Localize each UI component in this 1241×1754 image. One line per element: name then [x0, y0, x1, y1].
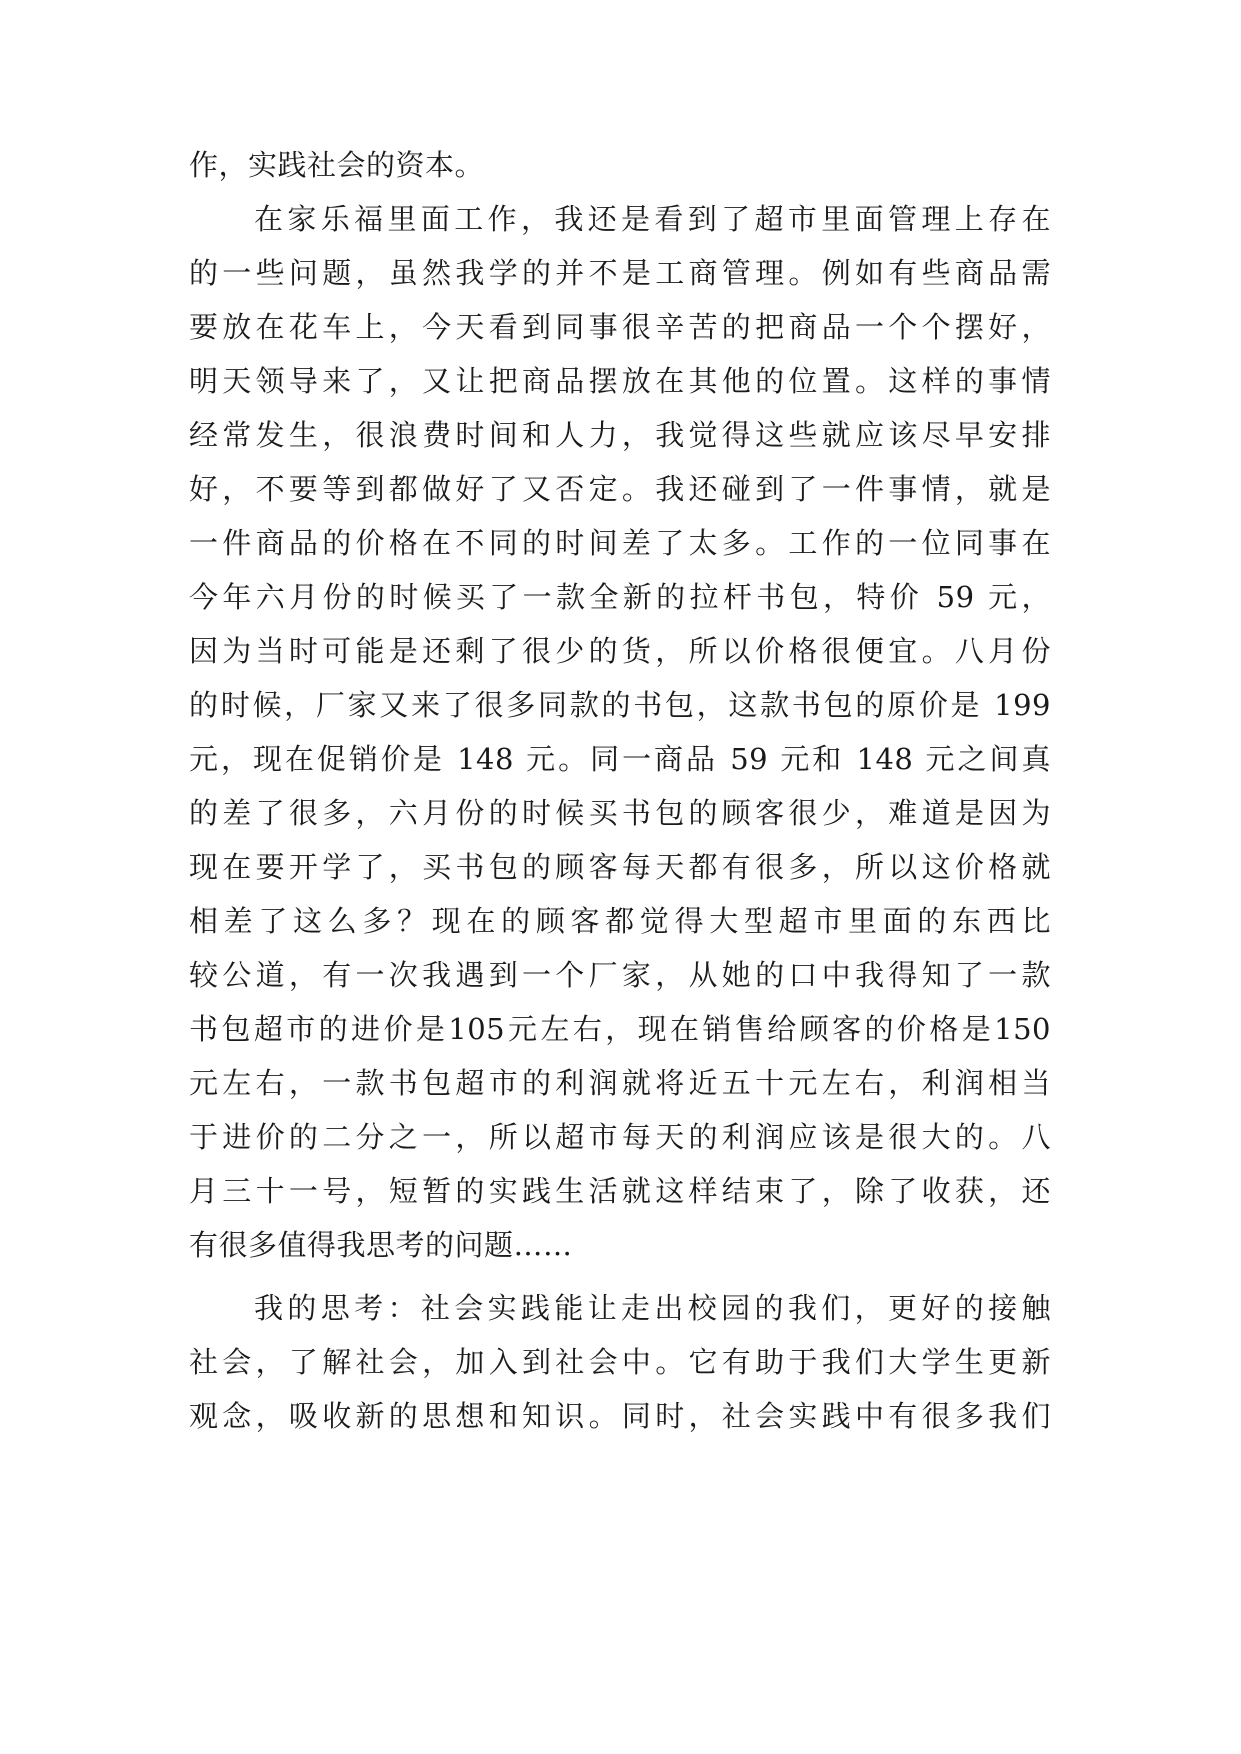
text-line-5: 明天领导来了，又让把商品摆放在其他的位置。这样的事情 — [189, 364, 1051, 398]
text-line-19: 于进价的二分之一，所以超市每天的利润应该是很大的。八 — [189, 1120, 1051, 1154]
text-line-1: 作，实践社会的资本。 — [189, 148, 485, 182]
text-line-16: 较公道，有一次我遇到一个厂家，从她的口中我得知了一款 — [189, 958, 1051, 992]
text-line-9: 今年六月份的时候买了一款全新的拉杆书包，特价 59 元， — [189, 580, 1051, 614]
text-line-20: 月三十一号，短暂的实践生活就这样结束了，除了收获，还 — [189, 1174, 1051, 1208]
text-line-10: 因为当时可能是还剩了很少的货，所以价格很便宜。八月份 — [189, 634, 1051, 668]
text-line-8: 一件商品的价格在不同的时间差了太多。工作的一位同事在 — [189, 526, 1051, 560]
text-line-7: 好，不要等到都做好了又否定。我还碰到了一件事情，就是 — [189, 472, 1051, 506]
text-line-12: 元，现在促销价是 148 元。同一商品 59 元和 148 元之间真 — [189, 742, 1051, 776]
text-line-22: 我的思考：社会实践能让走出校园的我们，更好的接触 — [254, 1291, 1051, 1325]
text-line-3: 的一些问题，虽然我学的并不是工商管理。例如有些商品需 — [189, 256, 1051, 290]
text-line-13: 的差了很多，六月份的时候买书包的顾客很少，难道是因为 — [189, 796, 1051, 830]
text-line-18: 元左右，一款书包超市的利润就将近五十元左右，利润相当 — [189, 1066, 1051, 1100]
text-line-23: 社会，了解社会，加入到社会中。它有助于我们大学生更新 — [189, 1345, 1051, 1379]
text-line-15: 相差了这么多？现在的顾客都觉得大型超市里面的东西比 — [189, 904, 1051, 938]
text-line-2: 在家乐福里面工作，我还是看到了超市里面管理上存在 — [254, 202, 1051, 236]
text-line-4: 要放在花车上，今天看到同事很辛苦的把商品一个个摆好， — [189, 310, 1051, 344]
text-line-6: 经常发生，很浪费时间和人力，我觉得这些就应该尽早安排 — [189, 418, 1051, 452]
text-line-17: 书包超市的进价是105元左右，现在销售给顾客的价格是150 — [189, 1012, 1051, 1046]
text-line-24: 观念，吸收新的思想和知识。同时，社会实践中有很多我们 — [189, 1399, 1051, 1433]
text-line-14: 现在要开学了，买书包的顾客每天都有很多，所以这价格就 — [189, 850, 1051, 884]
text-line-11: 的时候，厂家又来了很多同款的书包，这款书包的原价是 199 — [189, 688, 1051, 722]
text-line-21: 有很多值得我思考的问题…… — [189, 1228, 573, 1262]
